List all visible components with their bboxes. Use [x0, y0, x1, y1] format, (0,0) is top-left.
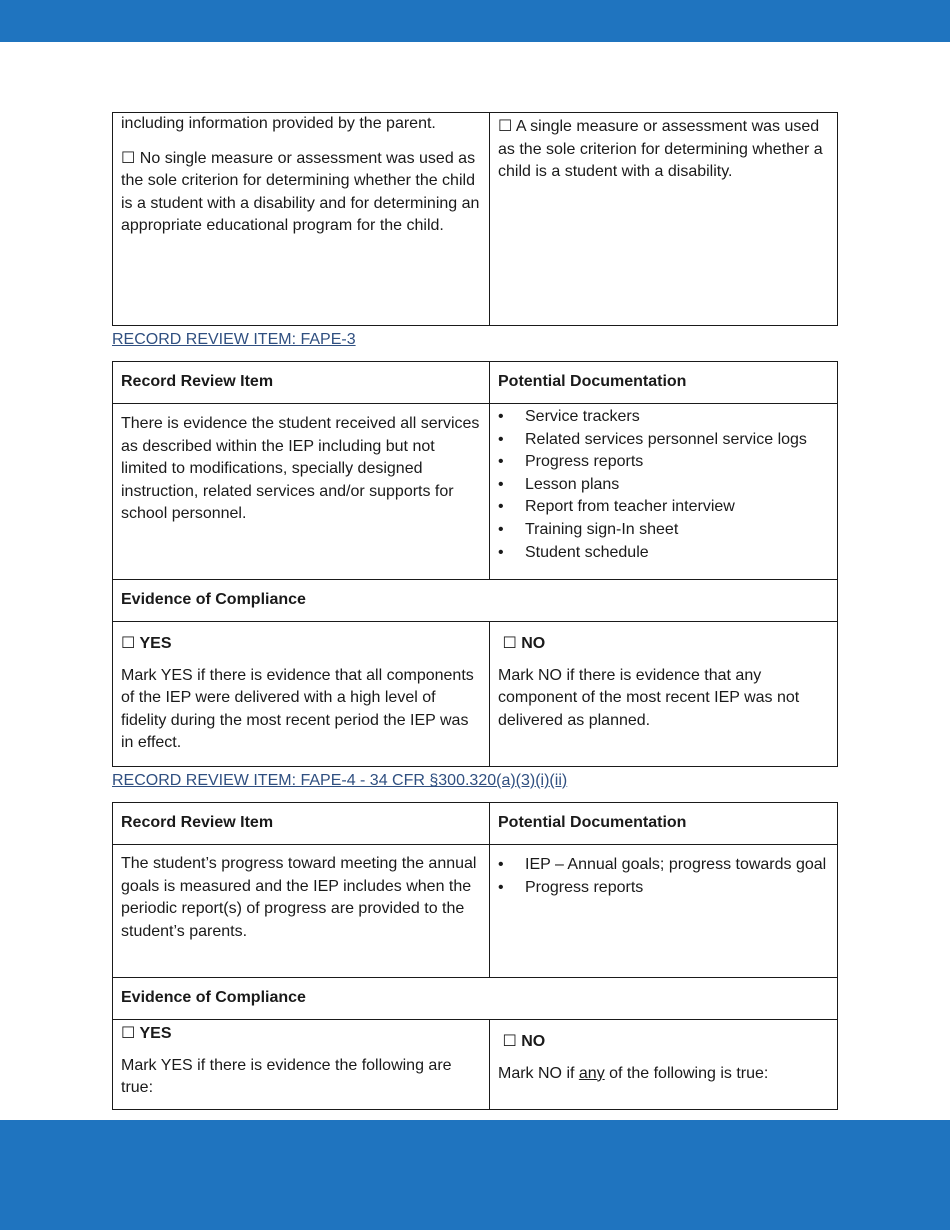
continued-left-checkbox-text: ☐ No single measure or assessment was used as the sole criterion for determining whether the child is a student with a disability and for determining an appropriate educational program for the child. [121, 149, 480, 235]
fape3-yes-text: Mark YES if there is evidence that all components of the IEP were delivered with a high level of fidelity during the most recent period the IEP was in effect. [121, 666, 474, 752]
fape4-yes-cell [113, 1020, 490, 1110]
checkbox-icon[interactable]: ☐ [498, 118, 513, 135]
fape3-col-doc-header: Potential Documentation [490, 362, 838, 404]
fape3-doc-list [498, 406, 829, 564]
underlined-any: any [578, 1064, 605, 1082]
fape4-yes-text: Mark YES if there is evidence the following are true: [121, 1056, 452, 1097]
fape3-yes-cell [113, 622, 490, 767]
fape4-col-item-header: Record Review Item [113, 803, 490, 845]
fape4-col-doc-header: Potential Documentation [490, 803, 838, 845]
fape3-col-item-header: Record Review Item [113, 362, 490, 404]
list-item: • Progress reports [498, 877, 829, 900]
fape3-item-text: There is evidence the student received all services as described within the IEP including but not limited to modifications, specially designed instruction, related services and/or supports for school personnel. [113, 404, 490, 580]
list-item: • Related services personnel service logs [498, 429, 829, 452]
fape3-section-link[interactable]: RECORD REVIEW ITEM: FAPE-3 [112, 331, 356, 348]
fape3-table [112, 361, 838, 767]
fape3-no-checkbox[interactable]: ☐ NO [502, 635, 546, 652]
list-item: • Student schedule [498, 542, 829, 565]
fape3-no-cell [490, 622, 838, 767]
continued-left-text: including information provided by the parent. [121, 115, 436, 132]
fape4-no-cell [490, 1020, 838, 1110]
header-band [0, 0, 950, 42]
list-item: • IEP – Annual goals; progress towards goal [498, 854, 829, 877]
fape3-yes-checkbox[interactable]: ☐ YES [121, 635, 172, 652]
fape4-no-text: Mark NO if any of the following is true: [498, 1064, 769, 1082]
list-item: • Service trackers [498, 406, 829, 429]
checkbox-icon[interactable]: ☐ [502, 635, 517, 652]
fape4-no-checkbox[interactable]: ☐ NO [502, 1033, 546, 1050]
list-item: • Progress reports [498, 451, 829, 474]
checkbox-icon[interactable]: ☐ [502, 1033, 517, 1050]
list-item: • Training sign-In sheet [498, 519, 829, 542]
continued-right-checkbox-text: ☐ A single measure or assessment was used as the sole criterion for determining whether a child is a student with a disability. [498, 118, 823, 181]
checkbox-icon[interactable]: ☐ [121, 635, 136, 652]
continued-right-cell [490, 113, 838, 326]
fape3-no-text: Mark NO if there is evidence that any component of the most recent IEP was not delivered as planned. [498, 666, 800, 729]
fape4-yes-checkbox[interactable]: ☐ YES [121, 1025, 172, 1042]
fape4-section-link[interactable]: RECORD REVIEW ITEM: FAPE-4 - 34 CFR §300.320(a)(3)(i)(ii) [112, 772, 568, 789]
fape4-doc-cell [490, 845, 838, 978]
fape4-evidence-header: Evidence of Compliance [113, 978, 838, 1020]
list-item: • Lesson plans [498, 474, 829, 497]
continued-left-cell [113, 113, 490, 326]
fape4-doc-list [498, 854, 829, 899]
footer-band [0, 1120, 950, 1230]
checkbox-icon[interactable]: ☐ [121, 1025, 136, 1042]
list-item: • Report from teacher interview [498, 496, 829, 519]
fape3-doc-cell [490, 404, 838, 580]
fape4-item-text: The student’s progress toward meeting the annual goals is measured and the IEP includes when the periodic report(s) of progress are provided to the student’s parents. [113, 845, 490, 978]
continued-table [112, 112, 838, 326]
checkbox-icon[interactable]: ☐ [121, 149, 136, 167]
fape4-table [112, 802, 838, 1110]
fape3-evidence-header: Evidence of Compliance [113, 580, 838, 622]
